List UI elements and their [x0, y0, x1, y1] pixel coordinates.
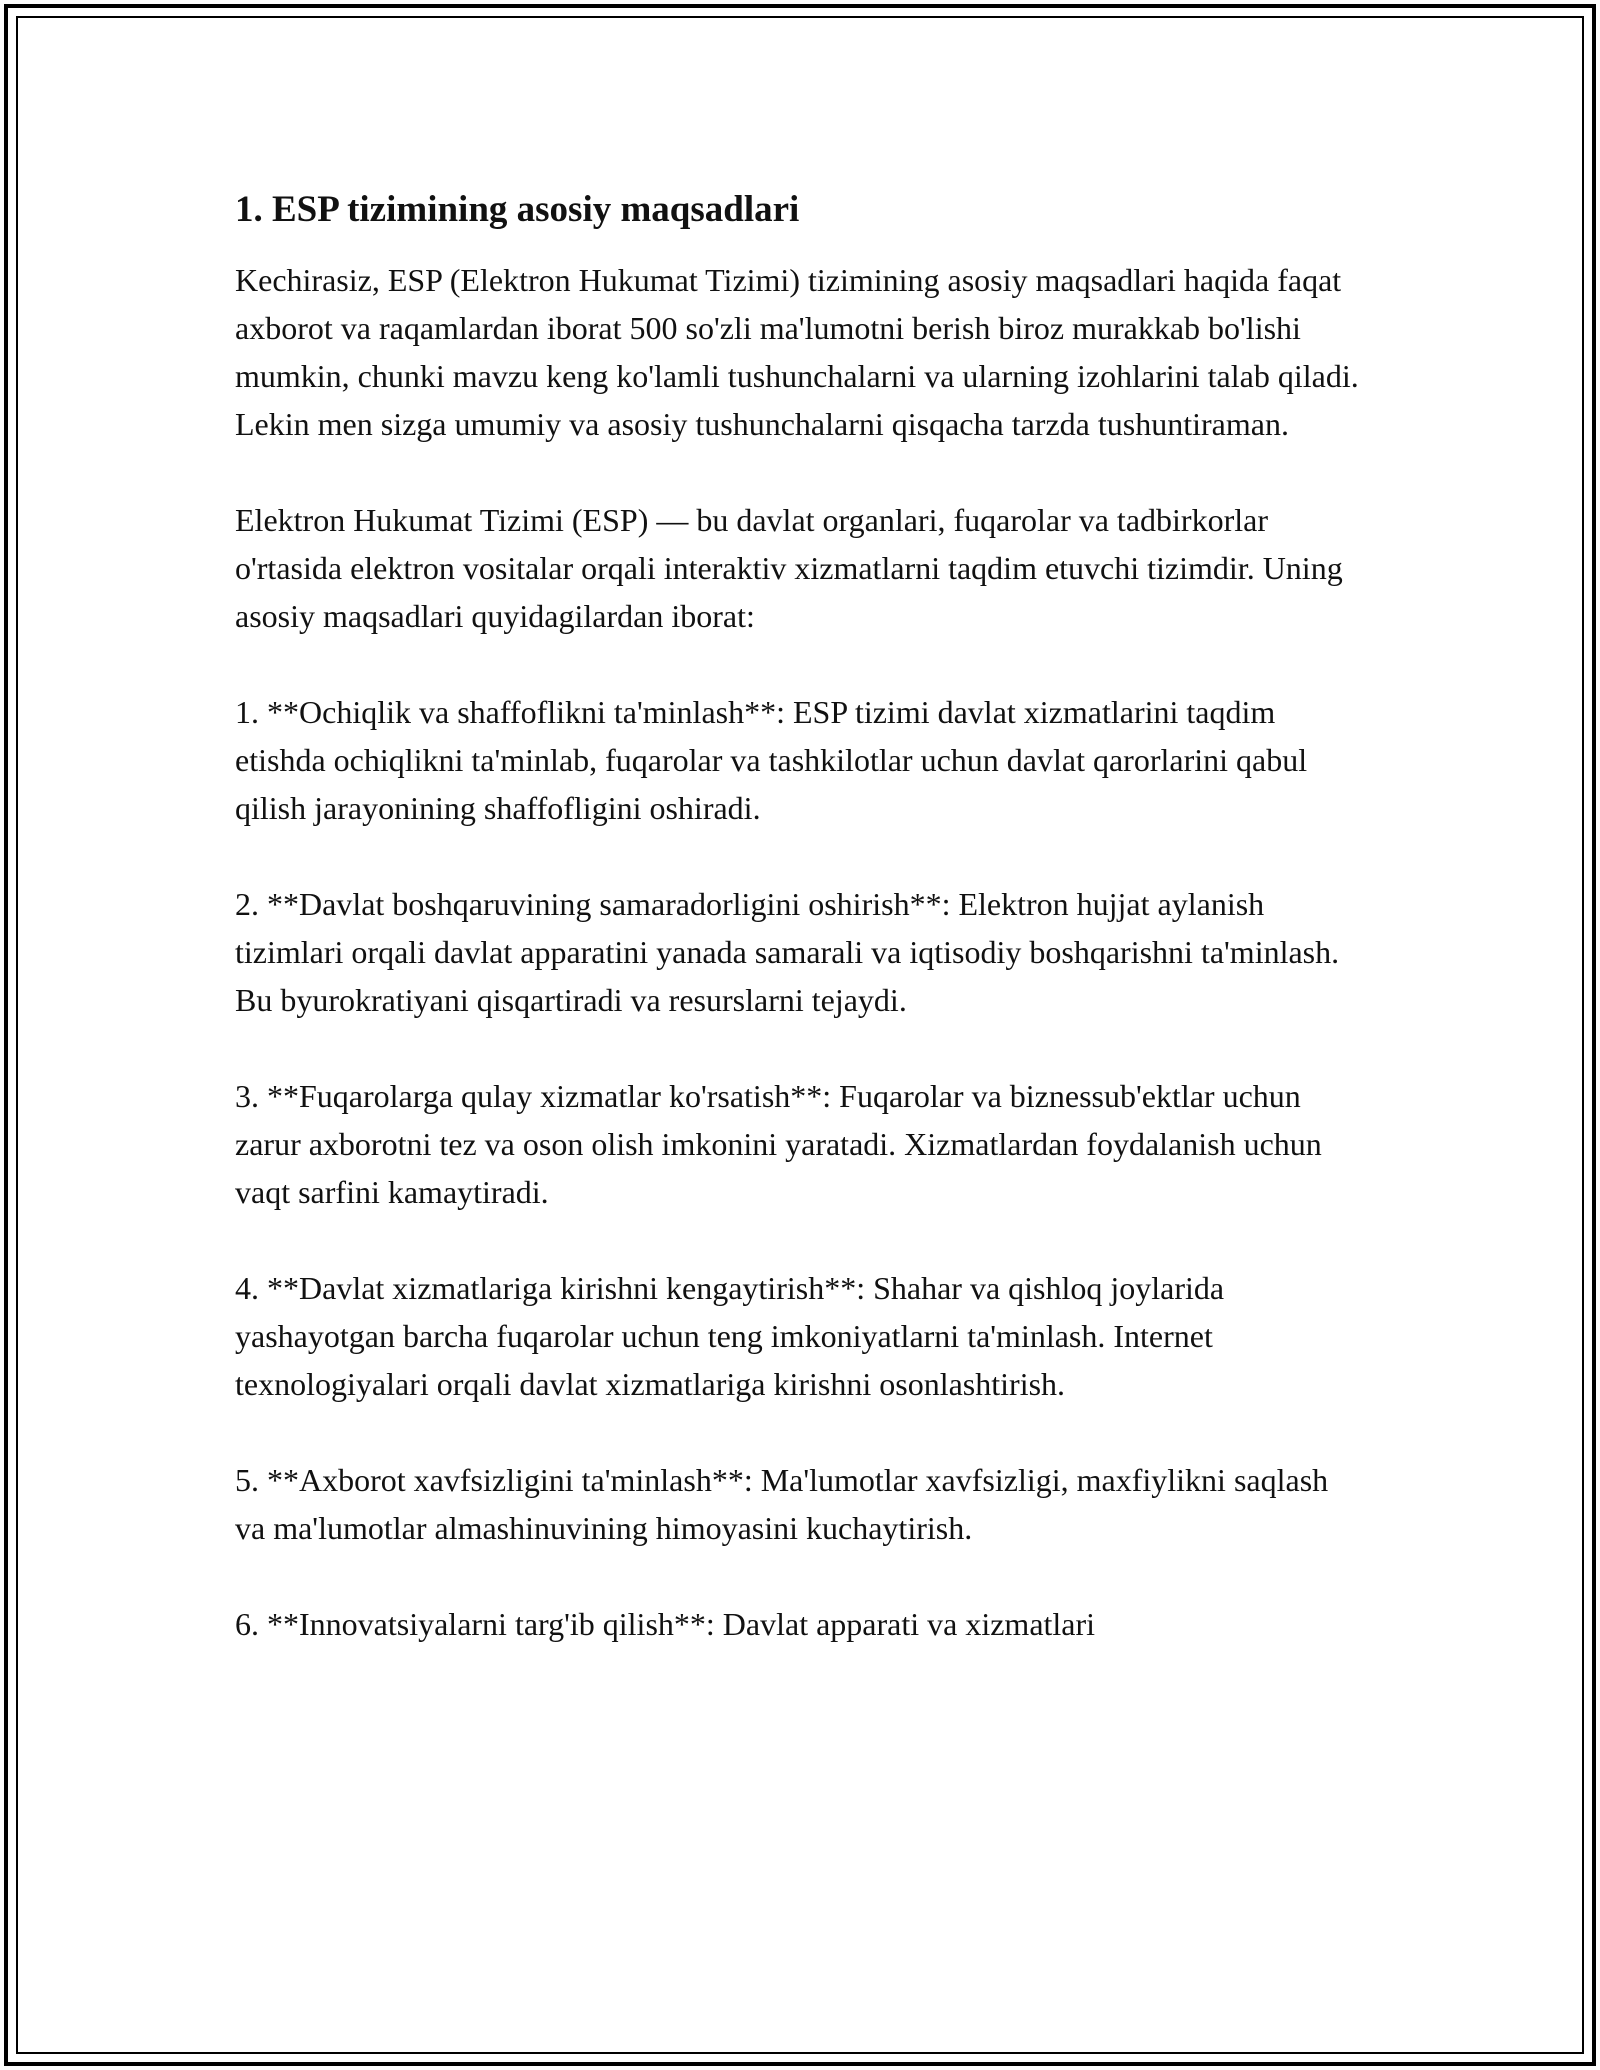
list-item-5: 5. **Axborot xavfsizligini ta'minlash**: Ma'lumotlar xavfsizligi, maxfiylikni saqlash va ma'lumotlar almashinuvining himoyasini kuchaytirish. [235, 1462, 1329, 1546]
document-body [235, 186, 1365, 1648]
list-item-4: 4. **Davlat xizmatlariga kirishni kengaytirish**: Shahar va qishloq joylarida yashayotgan barcha fuqarolar uchun teng imkoniyatlarni ta'minlash. Internet texnologiyalari orqali davlat xizmatlariga kirishni osonlashtirish. [235, 1270, 1225, 1402]
document-title: 1. ESP tizimining asosiy maqsadlari [235, 189, 800, 230]
list-item-1: 1. **Ochiqlik va shaffoflikni ta'minlash**: ESP tizimi davlat xizmatlarini taqdim etishda ochiqlikni ta'minlab, fuqarolar va tashkilotlar uchun davlat qarorlarini qabul qilish jarayonining shaffofligini oshiradi. [235, 694, 1308, 826]
paragraph-definition: Elektron Hukumat Tizimi (ESP) — bu davlat organlari, fuqarolar va tadbirkorlar o'rtasida elektron vositalar orqali interaktiv xizmatlarni taqdim etuvchi tizimdir. Uning asosiy maqsadlari quyidagilardan iborat: [235, 502, 1343, 634]
list-item-3: 3. **Fuqarolarga qulay xizmatlar ko'rsatish**: Fuqarolar va biznessub'ektlar uchun zarur axborotni tez va oson olish imkonini yaratadi. Xizmatlardan foydalanish uchun vaqt sarfini kamaytiradi. [235, 1078, 1322, 1210]
list-item-2: 2. **Davlat boshqaruvining samaradorligini oshirish**: Elektron hujjat aylanish tizimlari orqali davlat apparatini yanada samarali va iqtisodiy boshqarishni ta'minlash. Bu byurokratiyani qisqartiradi va resurslarni tejaydi. [235, 886, 1340, 1018]
list-item-6: 6. **Innovatsiyalarni targ'ib qilish**: Davlat apparati va xizmatlari [235, 1606, 1096, 1642]
paragraph-intro: Kechirasiz, ESP (Elektron Hukumat Tizimi) tizimining asosiy maqsadlari haqida faqat axborot va raqamlardan iborat 500 so'zli ma'lumotni berish biroz murakkab bo'lishi mumkin, chunki mavzu keng ko'lamli tushunchalarni va ularning izohlarini talab qiladi. Lekin men sizga umumiy va asosiy tushunchalarni qisqacha tarzda tushuntiraman. [235, 262, 1359, 442]
